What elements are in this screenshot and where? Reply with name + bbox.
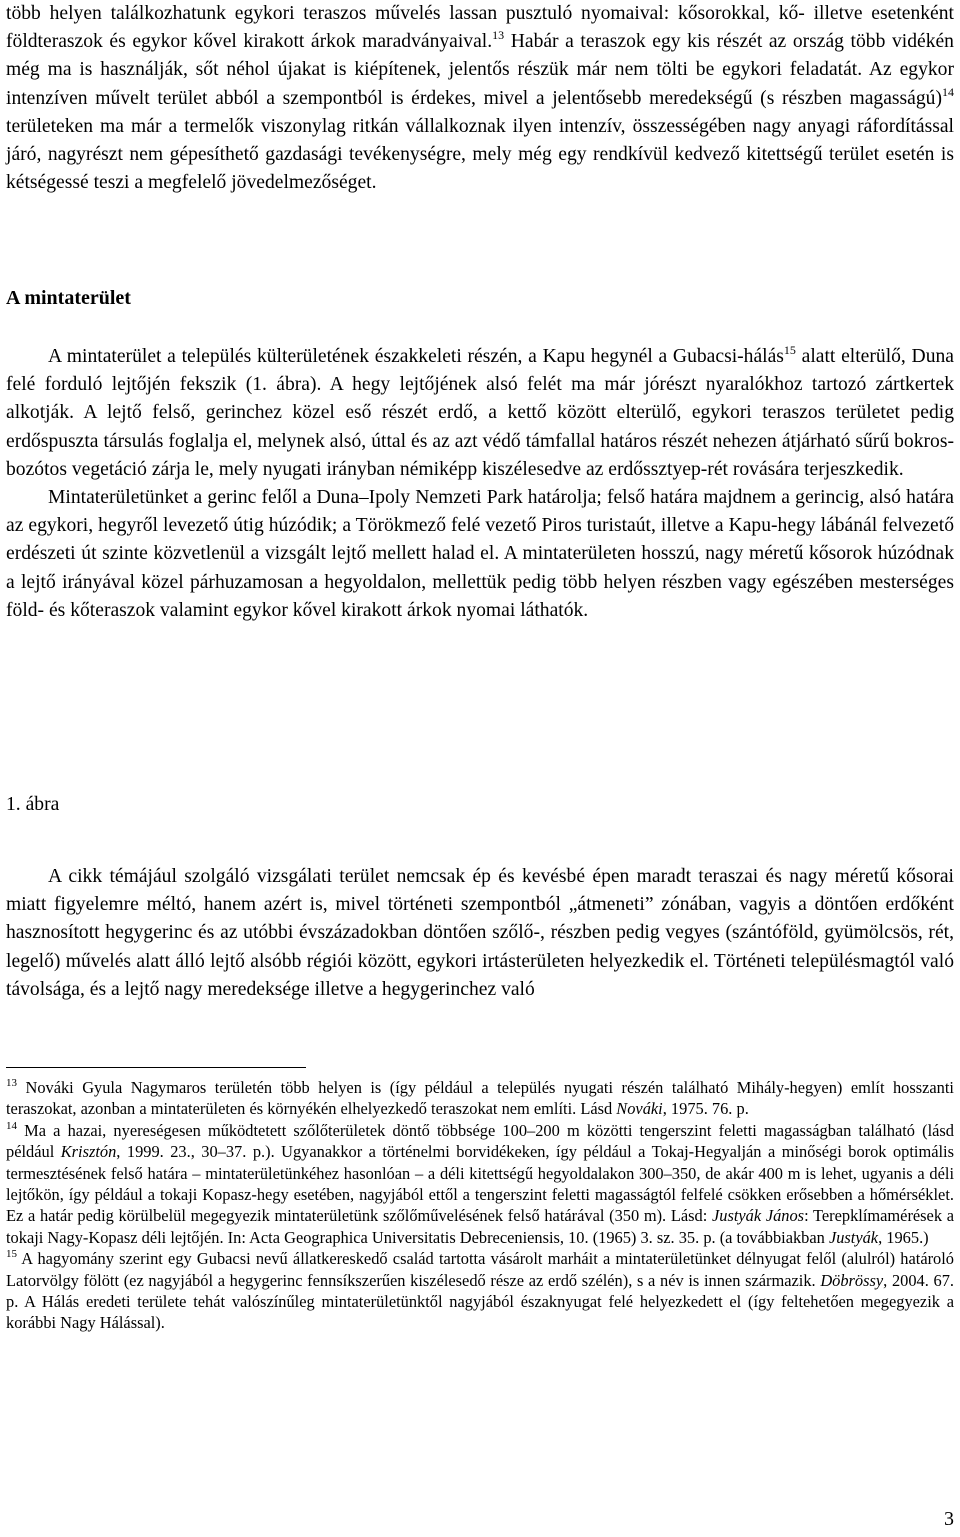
paragraph-mintaterulet: A mintaterület a település külterületének északkeleti részén, a Kapu hegynél a Gubacsi-hálás$^{15}$ alatt elterülő, Duna felé forduló lejtőjén fekszik (1. ábra). A hegy lejtőjének alsó felét ma már jórészt nyaralókhoz tartozó zártkertek alkotják. A lejtő felső, gerinchez közel eső részét erdő, a kettő között elterülő, egykori teraszos területet pedig erdőspuszta társulás foglalja el, melynek alsó, úttal és az azt védő támfallal határos részét nehezen átjárható sűrű bokros-bozótos vegetáció zárja le, mely nyugati irányban némiképp kiszélesedve az erdőssztyep-rét rovására terjeszkedik. [6,343,954,480]
footnotes [6,1077,954,1334]
page-number: 3 [944,1508,954,1530]
paragraph-hatarok: Mintaterületünket a gerinc felől a Duna–Ipoly Nemzeti Park határolja; felső határa majdnem a gerincig, alsó határa az egykori, hegyről levezető útig húzódik; a Törökmező felé vezető Piros turistaút, illetve a Kapu-hegy lábánál felvezető erdészeti út szinte közvetlenül a vizsgált lejtő mellett halad el. A mintaterületen hosszú, nagy méretű kősorok húzódnak a lejtő irányával közel párhuzamosan a hegyoldalon, mellettük pedig több helyen részben vagy egészében mesterséges föld- és kőteraszok valamint egykor kővel kirakott árkok nyomai láthatók. [6,487,954,621]
footnote-ref-13[interactable]: 13 [492,28,505,43]
footnote-ref-14[interactable]: 14 [942,84,954,99]
footnote-15: $^{15}$ A hagyomány szerint egy Gubacsi nevű állatkereskedő család tartotta vásárolt marháit a mintaterületünket délnyugat felől (alulról) határoló Latorvölgy fölött (ez nagyjából a hegygerinc fennsíkszerűen kiszélesedő része az erdő szélén), s a név is innen származik. Döbrössy, 2004. 67. p. A Hálás eredeti területe tehát valószínűleg mintaterületünktől nagyjából északnyugat felé helyezkedett el (így feltehetően megegyezik a korábbi Nagy Hálással). [6,1248,954,1333]
section-heading: A mintaterület [6,287,131,309]
section-body [6,343,954,625]
intro-paragraph: több helyen találkozhatunk egykori teraszos művelés lassan pusztuló nyomaival: kősorokkal, kő- illetve esetenként földteraszok és egykor kővel kirakott árkok maradványaival.$^{13}$ Habár a teraszok egy kis részét az ország több vidékén még ma is használják, sőt néhol újakat is kiépítenek, jelentős részük már nem tölti be egykori feladatát. Az egykor intenzíven művelt terület abból a szempontból is érdekes, mivel a jelentősebb meredekségű (s részben magasságú)$^{14}$ területeken ma már a termelők viszonylag ritkán vállalkoznak ilyen intenzív, összességében nagy anyagi ráfordítással járó, nagyrészt nem gépesíthető gazdasági tevékenységre, mely még egy rendkívül kedvező kitettségű terület esetén is kétségessé teszi a megfelelő jövedelmezőséget. [6,3,954,194]
footnote-13: $^{13}$ Nováki Gyula Nagymaros területén több helyen is (így például a település nyugati részén található Mihály-hegyen) említ hosszanti teraszokat, azonban a mintaterületen és környékén elhelyezkedő teraszokat nem említi. Lásd Nováki, 1975. 76. p. [6,1077,954,1119]
footnote-divider [6,1067,306,1068]
paragraph-vizsgalati-terulet: A cikk témájául szolgáló vizsgálati terület nemcsak ép és kevésbé épen maradt teraszai és nagy méretű kősorai miatt figyelemre méltó, hanem azért is, mivel történeti szempontból „átmeneti” zónában, vagyis a döntően erdőként hasznosított hegygerinc és az utóbbi évszázadokban döntően szőlő-, részben pedig vegyes (szántóföld, gyümölcsös, rét, legelő) művelés alatt álló lejtő alsóbb régiói között, egykori irtásterületen helyezkedik el. Történeti településmagtól való távolsága, és a lejtő nagy meredeksége illetve a hegygerinchez való [6,866,954,1000]
footnote-14: $^{14}$ Ma a hazai, nyereségesen működtetett szőlőterületek döntő többsége 100–200 m közötti tengerszint feletti magasságban található (lásd például Krisztón, 1999. 23., 30–37. p.). Ugyanakkor a történelmi borvidékeken, így például a Tokaj-Hegyalján a minőségi borok optimális termesztésének felső határa – mintaterületünkéhez hasonlóan – a déli kitettségű hegyoldalakon 300–350, de akár 400 m is lehet, ugyanis a déli lejtőkön, így például a tokaji Kopasz-hegy esetében, nagyjából ettől a tengerszint feletti magasságtól felfelé csökken erősebben a hőmérséklet. Ez a határ pedig körülbelül megegyezik mintaterületünk szőlőművelésének felső határával (350 m). Lásd: Justyák János: Terepklímamérések a tokaji Nagy-Kopasz déli lejtőjén. In: Acta Geographica Universitatis Debreceniensis, 10. (1965) 3. sz. 35. p. (a továbbiakban Justyák, 1965.) [6,1119,954,1247]
footnote-ref-15[interactable]: 15 [783,343,796,357]
figure-caption: 1. ábra [6,794,60,815]
